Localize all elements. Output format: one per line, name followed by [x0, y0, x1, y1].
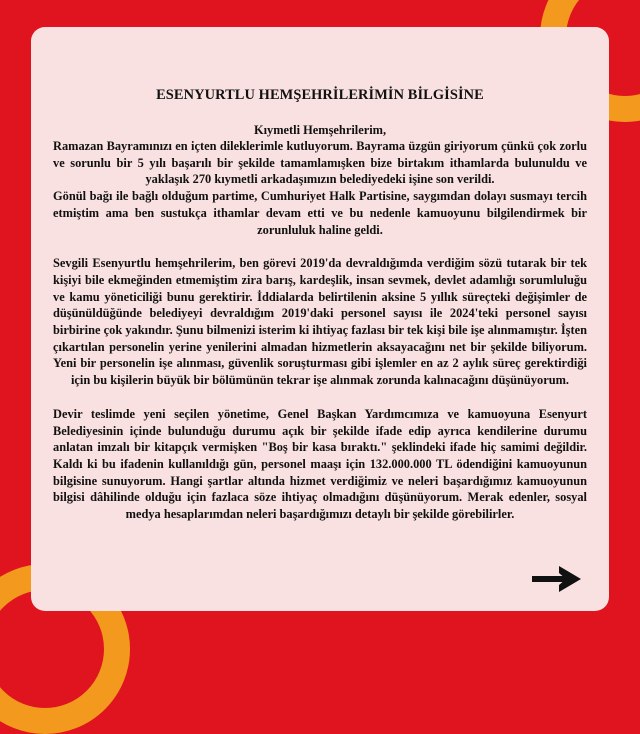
paragraph-3: Sevgili Esenyurtlu hemşehrilerim, ben görevi 2019'da devraldığımda verdiğim sözü tutarak bir tek kişiyi bile ekmeğinden etmemiştim zira barış, kardeşlik, insan sevmek, devlet adamlığı sorumluluğu ve kamu yöneticiliği bunu gerektirir. İddialarda belirtilenin aksine 5 yıllık süreçteki değişimler de düşünüldüğünde belediyeyi devraldığım 2019'daki personel sayısı ile 2024'teki personel sayısı birbirine çok yakındır. Şunu bilmenizi isterim ki ihtiyaç fazlası bir tek kişi bile işe alınmamıştır. İşten çıkartılan personelin yerine yenilerini almadan hizmetlerin aksayacağını net bir şekilde biliyorum. Yeni bir personelin işe alınması, güvenlik soruşturması gibi işlemler en az 2 aylık süreç gerektirdiği için bu kişilerin büyük bir bölümünün tekrar işe alınmak zorunda kalınacağını düşünüyorum.: [53, 256, 587, 388]
paragraph-4: Devir teslimde yeni seçilen yönetime, Genel Başkan Yardımcımıza ve kamuoyuna Esenyurt Belediyesinin içinde bulunduğu durumu açık bir şekilde ifade edip ayrıca kendilerine durumu anlatan imzalı bir kitapçık vermişken "Boş bir kasa bıraktı." şeklindeki ifade hiç samimi değildir. Kaldı ki bu ifadenin kullanıldığı gün, personel maaşı için 132.000.000 TL ödendiğini kamuoyunun bilgisine sunuyorum. Hangi şartlar altında hizmet verdiğimiz ve neleri başardığımız kamuoyunun bilgisi dâhilinde olduğu için fazlaca söze ihtiyaç olmadığını düşünüyorum. Merak edenler, sosyal medya hesaplarımdan neleri başardığımızı detaylı bir şekilde görebilirler.: [53, 406, 587, 522]
paragraph-spacer: [53, 389, 587, 406]
greeting: Kıymetli Hemşehrilerim,: [253, 123, 387, 137]
paragraph-spacer: [53, 238, 587, 255]
statement-card: [31, 27, 609, 611]
paragraph-2: Gönül bağı ile bağlı olduğum partime, Cumhuriyet Halk Partisine, saygımdan dolayı susmayı tercih etmiştim ama ben sustukça ithamlar devam etti ve bu nedenle kamuoyunu bilgilendirmek bir zorunluluk haline geldi.: [53, 189, 587, 237]
page-title: ESENYURTLU HEMŞEHRİLERİMİN BİLGİSİNE: [156, 87, 484, 103]
arrow-right-icon[interactable]: [532, 565, 582, 593]
paragraph-1: Ramazan Bayramınızı en içten dileklerimle kutluyorum. Bayrama üzgün giriyorum çünkü çok zorlu ve sorunlu bir 5 yılı başarılı bir şekilde tamamlamışken bize birtakım ithamlarda bulunuldu ve yaklaşık 270 kıymetli arkadaşımızın belediyedeki işine son verildi.: [53, 139, 587, 187]
